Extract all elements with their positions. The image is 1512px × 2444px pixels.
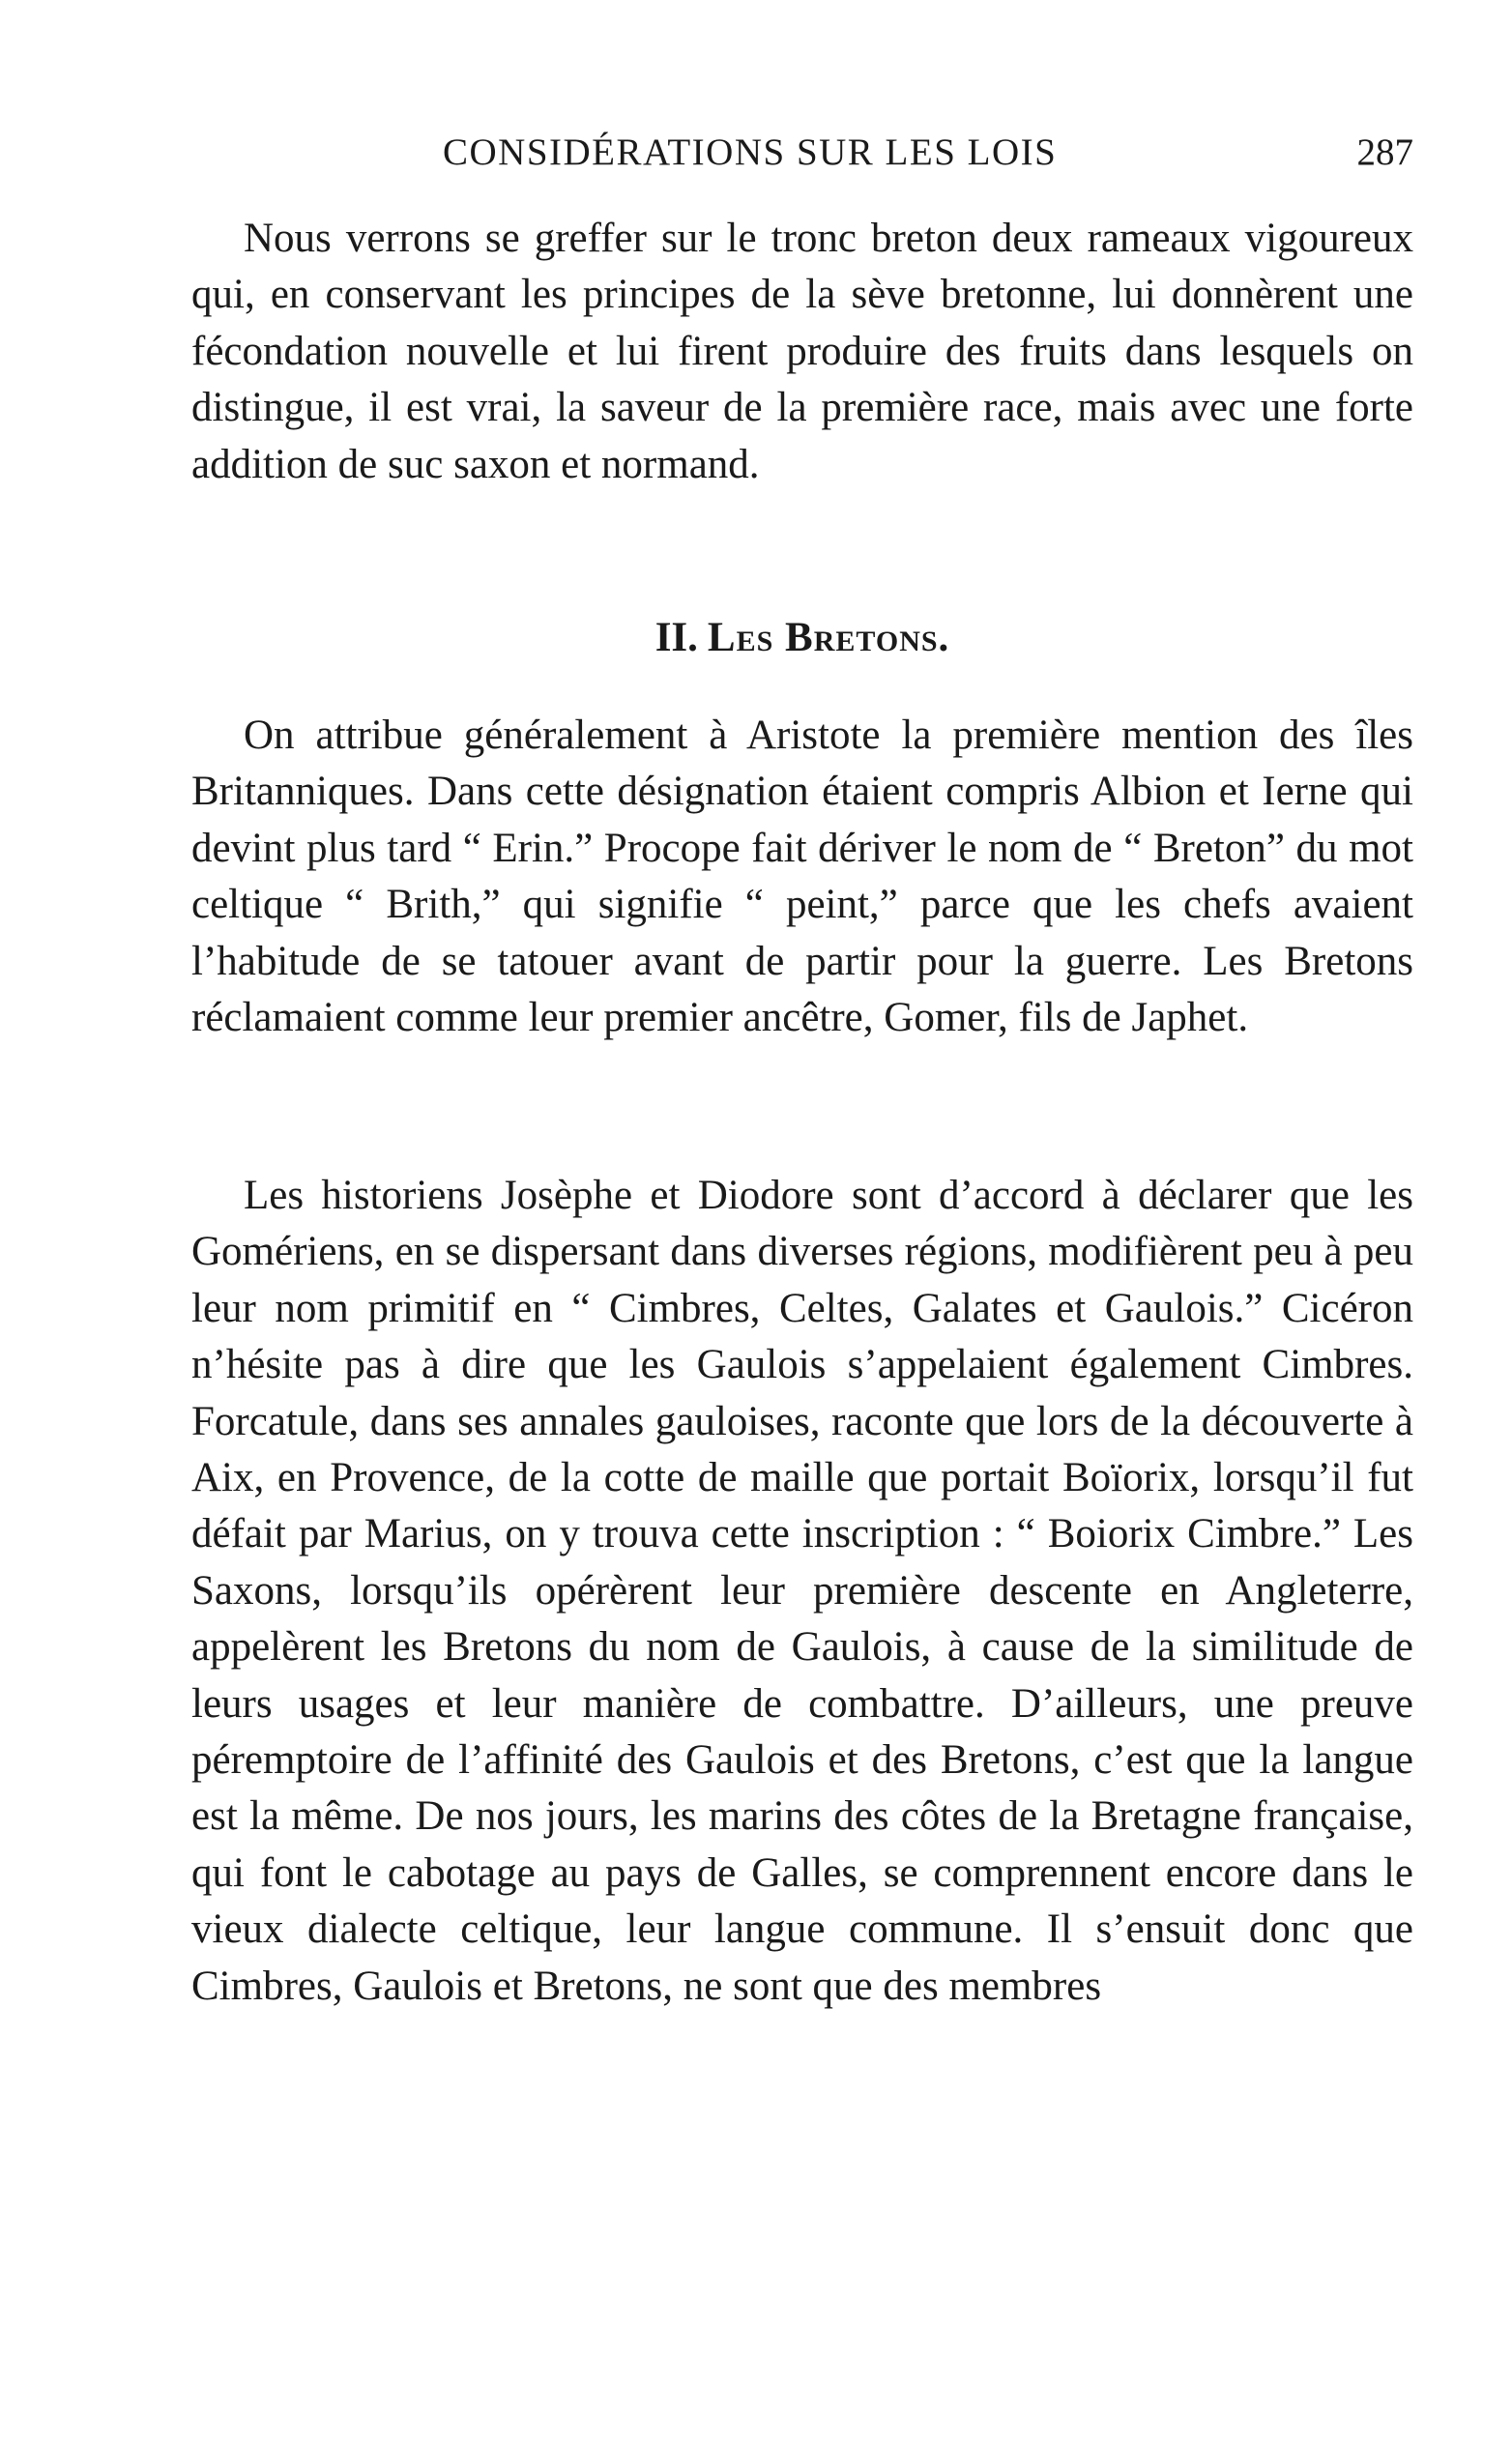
section-title: Les Bretons. [707, 615, 950, 660]
paragraph-intro: Nous verrons se greffer sur le tronc breton deux rameaux vigoureux qui, en conservant les principes de la sève bretonne, lui donnèrent une fécondation nouvelle et lui firent produire des fruits dans lesquels on distingue, il est vrai, la saveur de la première race, mais avec une forte addition de suc saxon et normand. [191, 216, 1413, 487]
paragraph-aristote: On attribue généralement à Aristote la première mention des îles Britanniques. Dans cette désignation étaient compris Albion et Ierne qui devint plus tard “ Erin.” Procope fait dériver le nom de “ Breton” du mot celtique “ Brith,” qui signifie “ peint,” parce que les chefs avaient l’habitude de se tatouer avant de partir pour la guerre. Les Bretons réclamaient comme leur premier ancêtre, Gomer, fils de Japhet. [191, 713, 1413, 1041]
section-heading [191, 617, 1413, 658]
paragraph-historiens: Les historiens Josèphe et Diodore sont d’accord à déclarer que les Gomériens, en se dispersant dans diverses régions, modifièrent peu à peu leur nom primitif en “ Cimbres, Celtes, Galates et Gaulois.” Cicéron n’hésite pas à dire que les Gaulois s’appelaient également Cimbres. Forcatule, dans ses annales gauloises, raconte que lors de la découverte à Aix, en Provence, de la cotte de maille que portait Boïorix, lorsqu’il fut défait par Marius, on y trouva cette inscription : “ Boiorix Cimbre.” Les Saxons, lorsqu’ils opérèrent leur première descente en Angleterre, appelèrent les Bretons du nom de Gaulois, à cause de la similitude de leurs usages et leur manière de combattre. D’ailleurs, une preuve péremptoire de l’affinité des Gaulois et des Bretons, c’est que la langue est la même. De nos jours, les marins des côtes de la Bretagne française, qui font le cabotage au pays de Galles, se comprennent encore dans le vieux dialecte celtique, leur langue commune. Il s’ensuit donc que Cimbres, Gaulois et Bretons, ne sont que des membres [191, 1173, 1413, 2009]
section-number: II. [654, 615, 698, 660]
running-head: CONSIDÉRATIONS SUR LES LOIS [443, 131, 1058, 173]
page-number: 287 [1356, 131, 1413, 173]
